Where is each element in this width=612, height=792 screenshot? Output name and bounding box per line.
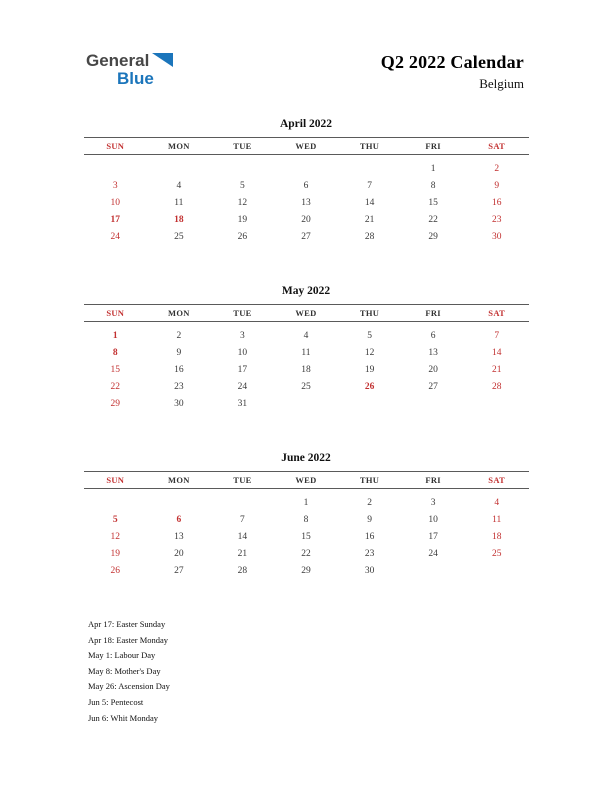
empty-day-cell xyxy=(147,494,211,511)
day-cell: 26 xyxy=(110,565,121,576)
week-row xyxy=(84,361,529,378)
day-cell: 11 xyxy=(301,347,311,358)
day-cell: 12 xyxy=(364,347,375,358)
day-cell: 10 xyxy=(237,347,248,358)
day-cell: 27 xyxy=(301,231,311,242)
week-row xyxy=(84,511,529,528)
day-cell: 9 xyxy=(367,514,372,525)
day-cell: 7 xyxy=(240,514,245,525)
day-cell: 23 xyxy=(491,214,502,225)
week-row xyxy=(84,545,529,562)
day-cell: 5 xyxy=(367,330,372,341)
holiday-item: Apr 18: Easter Monday xyxy=(88,634,169,645)
week-row xyxy=(84,494,529,511)
empty-day-cell xyxy=(84,494,148,511)
week-row xyxy=(84,395,529,412)
day-cell: 8 xyxy=(303,514,309,525)
empty-day-cell xyxy=(465,562,529,579)
holidays-list xyxy=(88,619,612,723)
day-cell: 31 xyxy=(237,398,248,409)
day-cell: 6 xyxy=(430,330,436,341)
month-block xyxy=(84,452,529,579)
day-cell: 28 xyxy=(237,565,248,576)
day-cell: 8 xyxy=(430,180,436,191)
month-title: May 2022 xyxy=(281,285,331,297)
day-cell: 15 xyxy=(428,197,438,208)
day-cell: 13 xyxy=(428,347,438,358)
day-cell: 5 xyxy=(240,180,245,191)
page-title: Q2 2022 Calendar xyxy=(380,52,524,72)
day-cell: 18 xyxy=(491,531,502,542)
holiday-item: Apr 17: Easter Sunday xyxy=(88,619,166,629)
day-cell: 16 xyxy=(174,364,184,375)
day-header-sun: SUN xyxy=(106,475,125,485)
day-cell: 3 xyxy=(430,497,436,508)
day-cell: 2 xyxy=(494,163,500,174)
week-row xyxy=(84,528,529,545)
day-cell: 3 xyxy=(240,330,245,341)
day-cell: 8 xyxy=(112,347,118,358)
day-header-sun: SUN xyxy=(106,308,125,318)
day-cell: 11 xyxy=(174,197,184,208)
day-cell: 7 xyxy=(367,180,372,191)
day-cell: 20 xyxy=(174,548,184,559)
logo-triangle-icon xyxy=(152,53,173,67)
day-header-row xyxy=(84,137,529,155)
page-subtitle: Belgium xyxy=(479,76,524,91)
day-cell: 21 xyxy=(491,364,502,375)
day-header-sat: SAT xyxy=(488,308,506,318)
day-cell: 13 xyxy=(301,197,311,208)
day-cell: 4 xyxy=(303,330,309,341)
day-cell: 23 xyxy=(174,381,184,392)
day-header-thu: THU xyxy=(359,475,380,485)
day-cell: 24 xyxy=(110,231,121,242)
day-cell: 24 xyxy=(428,548,438,559)
day-cell: 20 xyxy=(428,364,438,375)
day-header-mon: MON xyxy=(168,141,190,151)
day-cell: 19 xyxy=(237,214,248,225)
day-cell: 12 xyxy=(110,531,121,542)
day-cell: 2 xyxy=(367,497,372,508)
day-cell: 15 xyxy=(301,531,311,542)
day-cell: 21 xyxy=(237,548,248,559)
day-cell: 6 xyxy=(176,514,182,525)
day-cell: 14 xyxy=(237,531,248,542)
day-cell: 4 xyxy=(494,497,500,508)
week-row xyxy=(84,177,529,194)
week-row xyxy=(84,194,529,211)
day-cell: 25 xyxy=(301,381,311,392)
title-block xyxy=(381,52,524,92)
empty-day-cell xyxy=(84,160,148,177)
empty-day-cell xyxy=(401,395,465,412)
day-cell: 4 xyxy=(176,180,182,191)
day-cell: 20 xyxy=(301,214,311,225)
day-cell: 30 xyxy=(174,398,184,409)
day-cell: 25 xyxy=(491,548,502,559)
day-cell: 28 xyxy=(364,231,375,242)
day-cell: 29 xyxy=(428,231,438,242)
day-header-sat: SAT xyxy=(488,141,506,151)
day-header-wed: WED xyxy=(295,475,317,485)
month-title: June 2022 xyxy=(281,452,331,464)
week-row xyxy=(84,160,529,177)
day-cell: 2 xyxy=(176,330,182,341)
day-cell: 19 xyxy=(364,364,375,375)
day-header-sun: SUN xyxy=(106,141,125,151)
month-block xyxy=(84,285,529,412)
logo-line-general xyxy=(86,52,173,70)
day-header-mon: MON xyxy=(168,308,190,318)
day-cell: 18 xyxy=(301,364,311,375)
day-cell: 22 xyxy=(110,381,121,392)
day-cell: 28 xyxy=(491,381,502,392)
day-cell: 13 xyxy=(174,531,184,542)
day-cell: 29 xyxy=(110,398,121,409)
holiday-item: Jun 6: Whit Monday xyxy=(88,712,158,723)
day-header-tue: TUE xyxy=(233,475,252,485)
day-header-fri: FRI xyxy=(425,475,441,485)
day-header-tue: TUE xyxy=(233,141,252,151)
empty-day-cell xyxy=(465,395,529,412)
day-cell: 14 xyxy=(364,197,375,208)
day-cell: 26 xyxy=(364,381,375,392)
day-cell: 16 xyxy=(364,531,375,542)
day-cell: 10 xyxy=(428,514,438,525)
day-header-fri: FRI xyxy=(425,141,441,151)
day-cell: 27 xyxy=(174,565,184,576)
week-row xyxy=(84,211,529,228)
day-cell: 14 xyxy=(491,347,502,358)
empty-day-cell xyxy=(274,395,338,412)
day-header-row xyxy=(84,471,529,489)
day-cell: 17 xyxy=(237,364,248,375)
day-header-thu: THU xyxy=(359,308,380,318)
day-cell: 22 xyxy=(428,214,438,225)
holiday-item: May 8: Mother's Day xyxy=(88,665,161,676)
empty-day-cell xyxy=(147,160,211,177)
day-header-sat: SAT xyxy=(488,475,506,485)
day-cell: 21 xyxy=(364,214,375,225)
week-row xyxy=(84,228,529,245)
day-header-fri: FRI xyxy=(425,308,441,318)
day-cell: 30 xyxy=(364,565,375,576)
day-header-wed: WED xyxy=(295,141,317,151)
day-cell: 9 xyxy=(494,180,500,191)
month-block xyxy=(84,118,529,245)
day-header-thu: THU xyxy=(359,141,380,151)
day-cell: 16 xyxy=(491,197,502,208)
week-row xyxy=(84,378,529,395)
week-row xyxy=(84,344,529,361)
day-cell: 17 xyxy=(428,531,438,542)
day-cell: 25 xyxy=(174,231,184,242)
empty-day-cell xyxy=(211,160,275,177)
day-cell: 17 xyxy=(110,214,121,225)
week-row xyxy=(84,327,529,344)
empty-day-cell xyxy=(401,562,465,579)
day-cell: 10 xyxy=(110,197,121,208)
page-header xyxy=(0,0,612,92)
holiday-item: May 1: Labour Day xyxy=(88,650,156,661)
day-cell: 9 xyxy=(176,347,182,358)
empty-day-cell xyxy=(211,494,275,511)
day-cell: 24 xyxy=(237,381,248,392)
day-cell: 5 xyxy=(112,514,118,525)
general-blue-logo xyxy=(86,52,173,88)
empty-day-cell xyxy=(338,395,402,412)
empty-day-cell xyxy=(338,160,402,177)
day-cell: 26 xyxy=(237,231,248,242)
day-cell: 23 xyxy=(364,548,375,559)
logo-text-general: General xyxy=(86,51,150,70)
holiday-item: May 26: Ascension Day xyxy=(88,681,170,692)
day-cell: 19 xyxy=(110,548,121,559)
day-cell: 1 xyxy=(112,330,118,341)
day-cell: 15 xyxy=(110,364,121,375)
day-cell: 1 xyxy=(303,497,309,508)
day-header-row xyxy=(84,304,529,322)
day-cell: 18 xyxy=(174,214,184,225)
logo-text-blue: Blue xyxy=(117,68,154,88)
day-header-mon: MON xyxy=(168,475,190,485)
day-cell: 11 xyxy=(492,514,502,525)
day-cell: 1 xyxy=(430,163,436,174)
day-header-wed: WED xyxy=(295,308,317,318)
day-cell: 12 xyxy=(237,197,248,208)
week-row xyxy=(84,562,529,579)
day-cell: 3 xyxy=(112,180,118,191)
empty-day-cell xyxy=(274,160,338,177)
day-cell: 27 xyxy=(428,381,438,392)
day-cell: 29 xyxy=(301,565,311,576)
holiday-item: Jun 5: Pentecost xyxy=(88,696,144,707)
day-cell: 7 xyxy=(494,330,500,341)
day-cell: 6 xyxy=(303,180,309,191)
day-header-tue: TUE xyxy=(233,308,252,318)
months-container xyxy=(0,118,612,579)
day-cell: 22 xyxy=(301,548,311,559)
month-title: April 2022 xyxy=(279,118,333,130)
day-cell: 30 xyxy=(491,231,502,242)
